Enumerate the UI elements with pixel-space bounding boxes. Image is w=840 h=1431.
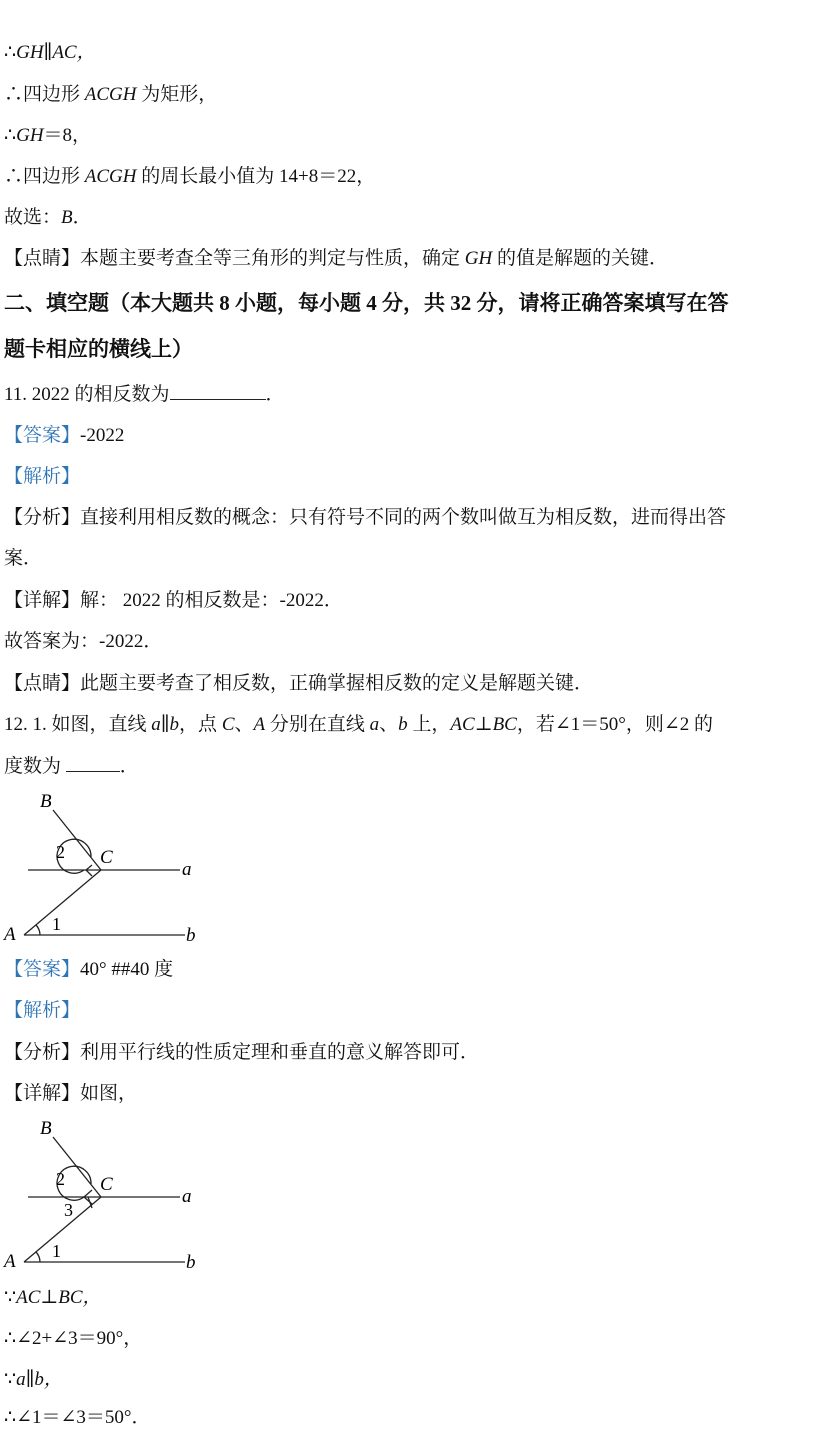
label-line-b: b [186, 1252, 196, 1273]
therefore-symbol: ∴ [4, 1407, 17, 1428]
label-line-a: a [182, 859, 192, 880]
segment-ca [24, 1197, 101, 1262]
text: 上， [407, 714, 451, 735]
answer-value: -2022 [80, 425, 125, 446]
line-dianjing-prev [4, 246, 668, 272]
therefore-symbol: ∴ [4, 166, 24, 187]
q12-step-1 [4, 1285, 102, 1311]
text: 四边形 [23, 166, 85, 187]
q12-step-4 [4, 1405, 151, 1431]
text: 的值是解题的关键． [492, 248, 668, 269]
q12-question-line1 [4, 712, 713, 738]
q12-analysis-tag: 【解析】 [4, 1000, 81, 1021]
text: GH∥AC， [16, 42, 96, 63]
text: B [61, 207, 73, 228]
text: 、 [379, 714, 399, 735]
answer-blank [170, 381, 266, 400]
line-gh-parallel-ac [4, 40, 96, 66]
label-line-b: b [186, 925, 196, 946]
text: 12. 1. 如图，直线 [4, 714, 152, 735]
because-symbol: ∵ [4, 1369, 17, 1390]
text: C [221, 714, 235, 735]
therefore-symbol: ∴ [4, 84, 24, 105]
label-b-point: B [40, 791, 52, 812]
text: a∥b， [16, 1369, 63, 1390]
text: 为矩形， [136, 84, 218, 105]
text: GH [16, 125, 44, 146]
q12-step-2 [4, 1326, 142, 1352]
label-b-point: B [40, 1118, 52, 1139]
text: 的周长最小值为 14+8＝22， [136, 166, 376, 187]
label-angle-2: 2 [56, 842, 65, 862]
text: ＝8， [43, 125, 92, 146]
text: 四边形 [23, 84, 85, 105]
q11-fenxi-1: 【分析】直接利用相反数的概念：只有符号不同的两个数叫做互为相反数，进而得出答 [4, 507, 727, 528]
q12-fenxi: 【分析】利用平行线的性质定理和垂直的意义解答即可． [4, 1042, 480, 1063]
label-angle-1: 1 [52, 1241, 61, 1261]
q11-analysis-tag: 【解析】 [4, 466, 81, 487]
answer-tag: 【答案】 [4, 425, 81, 446]
text: 分别在直线 [265, 714, 370, 735]
text: b [398, 714, 408, 735]
line-choice [4, 205, 92, 231]
label-angle-1: 1 [52, 914, 61, 934]
text: 【点睛】本题主要考查全等三角形的判定与性质，确定 [4, 248, 465, 269]
text: ． [119, 756, 139, 777]
answer-tag: 【答案】 [4, 959, 81, 980]
therefore-symbol: ∴ [4, 125, 17, 146]
answer-blank [66, 753, 120, 772]
q12-step-3 [4, 1367, 63, 1393]
angle-1-arc [36, 1252, 40, 1262]
label-c-point: C [100, 847, 113, 868]
text: a∥b [151, 714, 180, 735]
label-a-point: A [4, 924, 16, 945]
figure-1 [0, 785, 210, 950]
text: A [253, 714, 266, 735]
text: 、 [234, 714, 254, 735]
text: ∠2+∠3＝90°， [16, 1328, 143, 1349]
q12-question-line2 [4, 753, 139, 780]
q12-xiangjie: 【详解】如图， [4, 1083, 138, 1104]
label-line-a: a [182, 1186, 192, 1207]
q11-question [4, 381, 285, 408]
text: GH [464, 248, 493, 269]
text: ，点 [179, 714, 222, 735]
label-c-point: C [100, 1174, 113, 1195]
text: a [369, 714, 380, 735]
q11-answer [4, 423, 124, 449]
text: 故选： [4, 207, 62, 228]
line-rectangle [4, 82, 217, 108]
label-angle-3: 3 [64, 1200, 73, 1220]
angle-1-arc [36, 925, 40, 935]
text: AC⊥BC， [16, 1287, 102, 1308]
text: AC⊥BC [450, 714, 517, 735]
q11-xiangjie: 【详解】解： 2022 的相反数是：-2022． [4, 590, 343, 611]
q11-fenxi-2: 案． [4, 548, 43, 569]
line-perimeter [4, 164, 375, 190]
q11-gudaan: 故答案为：-2022． [4, 631, 163, 652]
text: ACGH [84, 166, 137, 187]
text: ． [265, 384, 285, 405]
label-a-point: A [4, 1251, 16, 1272]
text: ACGH [84, 84, 137, 105]
text: 度数为 [4, 756, 62, 777]
therefore-symbol: ∴ [4, 1328, 17, 1349]
line-gh-eq-8 [4, 123, 91, 149]
q11-dianjing: 【点睛】此题主要考查了相反数，正确掌握相反数的定义是解题关键． [4, 673, 594, 694]
section-title-line2: 题卡相应的横线上） [4, 337, 193, 361]
answer-value: 40° ##40 度 [80, 959, 174, 980]
text: ，若∠1＝50°，则∠2 的 [516, 714, 714, 735]
section-title-line1: 二、填空题（本大题共 8 小题，每小题 4 分，共 32 分，请将正确答案填写在答 [4, 291, 729, 315]
q12-answer [4, 957, 173, 983]
label-angle-2: 2 [56, 1169, 65, 1189]
text: ． [72, 207, 92, 228]
text: ∠1＝∠3＝50°． [16, 1407, 151, 1428]
because-symbol: ∵ [4, 1287, 17, 1308]
segment-ca [24, 870, 101, 935]
therefore-symbol: ∴ [4, 42, 17, 63]
text: 11. 2022 的相反数为 [4, 384, 170, 405]
figure-2 [0, 1112, 210, 1280]
